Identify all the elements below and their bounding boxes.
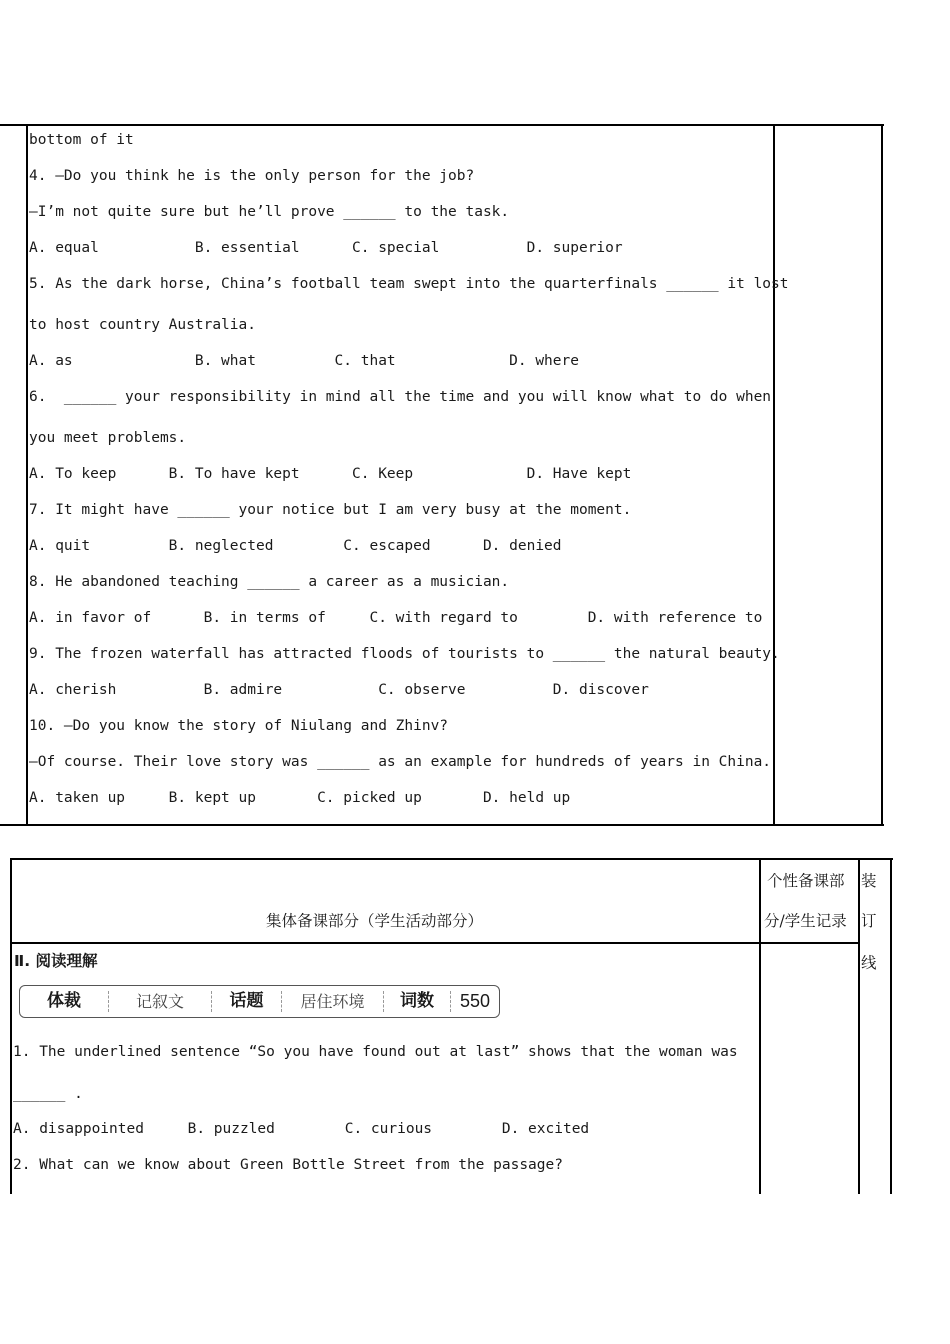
side-column-header-line2: 分/学生记录 [764,912,847,930]
question-line: 1. The underlined sentence “So you have found out at last” shows that the woman was [13,1044,738,1060]
table-border-right [881,124,883,826]
question-line: 5. As the dark horse, China’s football team swept into the quarterfinals ______ it lost [29,276,789,292]
genre-label: 体裁 [47,991,81,1011]
options-line: A. equal B. essential C. special D. superior [29,240,623,256]
section-title: Ⅱ. 阅读理解 [14,952,98,970]
question-line: 6. ______ your responsibility in mind all the time and you will know what to do when [29,389,772,405]
genre-value: 记叙文 [135,992,184,1011]
question-line: 7. It might have ______ your notice but I am very busy at the moment. [29,502,632,518]
topic-value: 居住环境 [300,992,365,1011]
passage-info-badge [19,985,500,1018]
options-line: A. disappointed B. puzzled C. curious D. excited [13,1121,590,1137]
table-border-right [890,858,892,1194]
topic-label: 话题 [229,991,264,1011]
question-line: you meet problems. [29,430,187,446]
binding-char: 装 [861,872,877,890]
word-count-value: 550 [459,991,491,1011]
question-line: —Of course. Their love story was ______ as an example for hundreds of years in China. [29,754,772,770]
table-border-left [10,858,12,1194]
header-divider [10,942,860,944]
options-line: A. cherish B. admire C. observe D. discover [29,682,649,698]
options-line: A. quit B. neglected C. escaped D. denied [29,538,562,554]
question-line: 10. —Do you know the story of Niulang and Zhinv? [29,718,449,734]
question-line: —I’m not quite sure but he’ll prove ______ to the task. [29,204,510,220]
options-line: A. taken up B. kept up C. picked up D. held up [29,790,571,806]
options-line: A. in favor of B. in terms of C. with regard to D. with reference to [29,610,763,626]
question-line: to host country Australia. [29,317,256,333]
table-divider [858,858,860,1194]
word-count-label: 词数 [400,991,434,1011]
table-border-left [26,124,28,826]
binding-char: 订 [861,912,877,930]
section-header-title: 集体备课部分（学生活动部分） [266,912,484,930]
table-divider [759,858,761,1194]
question-line: 8. He abandoned teaching ______ a career as a musician. [29,574,510,590]
binding-char: 线 [861,954,877,972]
side-column-header-line1: 个性备课部 [767,872,845,890]
collective-lesson-table [10,858,894,1194]
table-border-top [0,124,884,126]
question-line: ______ . [13,1086,83,1102]
table-border-bottom [0,824,884,826]
question-line: 9. The frozen waterfall has attracted floods of tourists to ______ the natural beauty. [29,646,780,662]
question-line: bottom of it [29,132,134,148]
table-divider [773,124,775,826]
top-question-table [0,124,884,826]
options-line: A. as B. what C. that D. where [29,353,579,369]
question-line: 4. —Do you think he is the only person for the job? [29,168,475,184]
options-line: A. To keep B. To have kept C. Keep D. Have kept [29,466,632,482]
question-line: 2. What can we know about Green Bottle Street from the passage? [13,1157,563,1173]
